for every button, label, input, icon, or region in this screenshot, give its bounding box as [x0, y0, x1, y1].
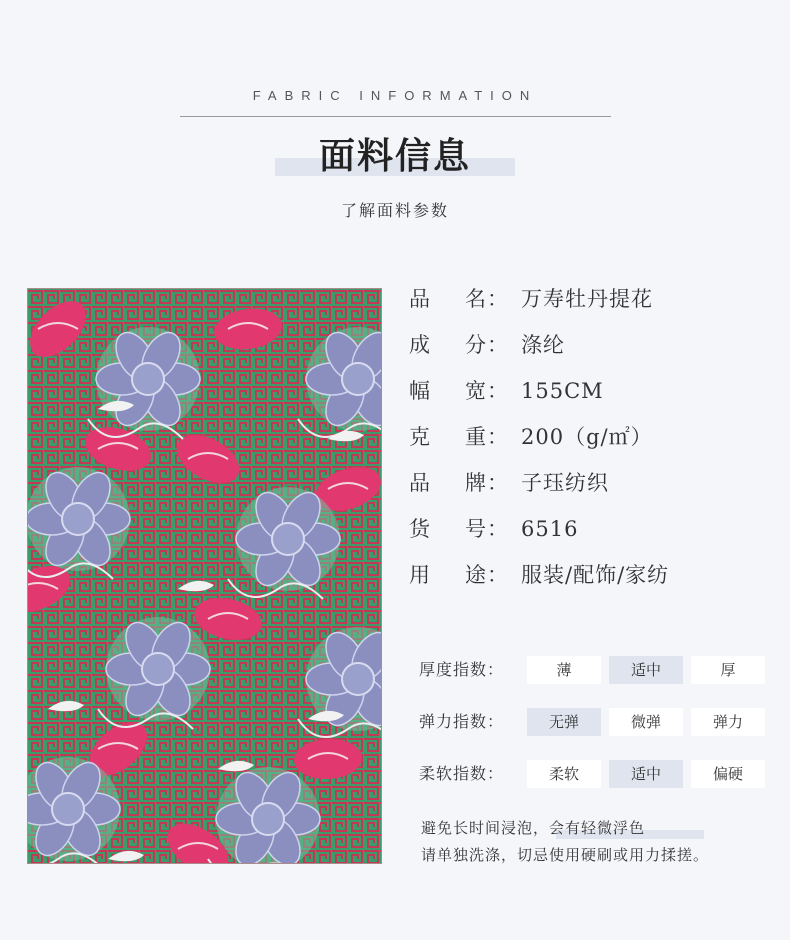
spec-label-first: 克	[409, 425, 431, 449]
page-title: 面料信息	[318, 136, 471, 177]
header-rule	[180, 116, 611, 117]
spec-value: 万寿牡丹提花	[521, 287, 653, 311]
care-note-line-2: 请单独洗涤，切忌使用硬刷或用力揉搓。	[421, 846, 710, 864]
spec-row	[409, 466, 779, 512]
spec-row	[409, 374, 779, 420]
spec-label-first: 货	[409, 517, 431, 541]
spec-value: 服装/配饰/家纺	[521, 563, 670, 587]
index-table	[419, 656, 779, 812]
index-option: 微弹	[609, 708, 683, 736]
index-label: 厚度指数：	[419, 660, 505, 679]
index-option: 弹力	[691, 708, 765, 736]
spec-row	[409, 512, 779, 558]
spec-label-second: 名：	[465, 287, 509, 311]
page-subtitle: 了解面料参数	[340, 201, 449, 220]
spec-row	[409, 420, 779, 466]
spec-label-second: 途：	[465, 563, 509, 587]
spec-label-first: 用	[409, 563, 431, 587]
spec-label-first: 品	[409, 287, 431, 311]
spec-label-second: 牌：	[465, 471, 509, 495]
spec-label-second: 宽：	[465, 379, 509, 403]
index-option-selected: 适中	[609, 760, 683, 788]
spec-value: 子珏纺织	[521, 471, 609, 495]
spec-label-first: 幅	[409, 379, 431, 403]
spec-value: 200（g/㎡）	[521, 425, 653, 449]
spec-row	[409, 282, 779, 328]
eyebrow-text: FABRIC INFORMATION	[252, 88, 538, 103]
care-note-line-1: 避免长时间浸泡，会有轻微浮色	[421, 815, 781, 842]
spec-label-first: 成	[409, 333, 431, 357]
spec-row	[409, 328, 779, 374]
index-row	[419, 656, 779, 708]
care-note	[421, 815, 781, 869]
index-option-selected: 无弹	[527, 708, 601, 736]
spec-label-second: 重：	[465, 425, 509, 449]
spec-label	[409, 558, 521, 604]
fabric-swatch-image	[27, 288, 382, 864]
index-row	[419, 708, 779, 760]
spec-label	[409, 282, 521, 328]
spec-label-first: 品	[409, 471, 431, 495]
spec-value: 6516	[521, 517, 579, 541]
peony-jacquard-fabric-swatch-icon	[28, 289, 382, 864]
index-option-selected: 适中	[609, 656, 683, 684]
spec-label-second: 分：	[465, 333, 509, 357]
index-row	[419, 760, 779, 812]
spec-list	[409, 282, 779, 604]
index-option: 薄	[527, 656, 601, 684]
spec-label	[409, 466, 521, 512]
spec-value: 155CM	[521, 379, 604, 403]
index-option: 厚	[691, 656, 765, 684]
index-option: 偏硬	[691, 760, 765, 788]
index-label: 弹力指数：	[419, 712, 505, 731]
spec-label	[409, 420, 521, 466]
index-option: 柔软	[527, 760, 601, 788]
spec-label	[409, 512, 521, 558]
index-label: 柔软指数：	[419, 764, 505, 783]
spec-value: 涤纶	[521, 333, 565, 357]
spec-row	[409, 558, 779, 604]
spec-label	[409, 374, 521, 420]
spec-label-second: 号：	[465, 517, 509, 541]
spec-label	[409, 328, 521, 374]
